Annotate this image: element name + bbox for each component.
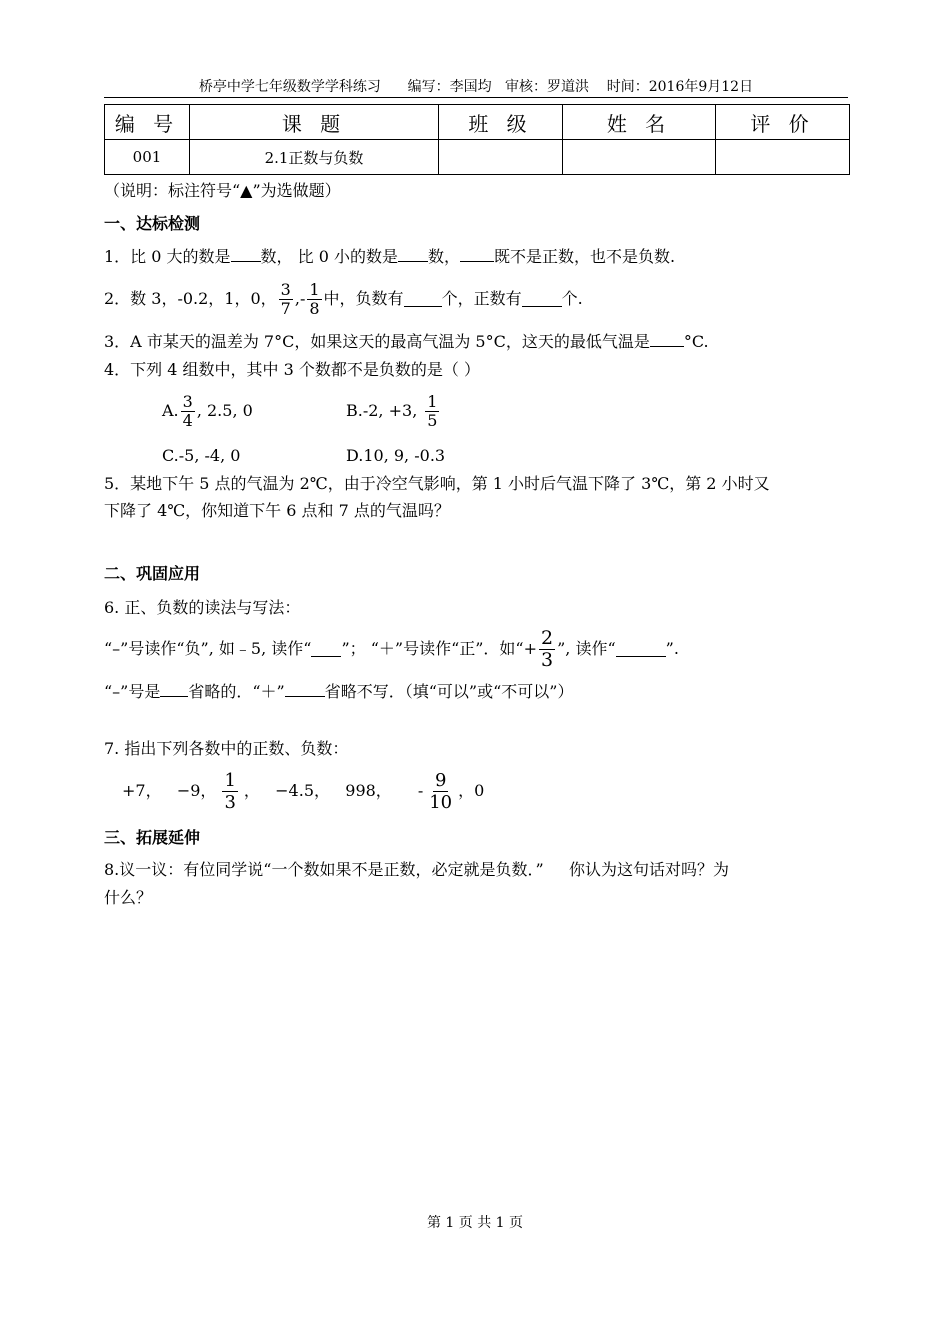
answer-blank[interactable] [311, 642, 341, 657]
answer-blank[interactable] [650, 332, 684, 347]
question-1: 1．比 0 大的数是 数， 比 0 小的数是 数， 既不是正数，也不是负数. [104, 247, 676, 266]
answer-blank[interactable] [231, 247, 261, 262]
section-3-title: 三、拓展延伸 [104, 828, 201, 847]
question-6-line-2: “–”号是 省略的．“＋” 省略不写．（填“可以”或“不可以”） [104, 682, 574, 701]
header-evaluation: 评 价 [716, 105, 850, 140]
cell-topic: 2.1正数与负数 [190, 140, 439, 175]
question-6-line-1: “–”号读作“负”, 如﹣5, 读作“ ”； “＋”号读作“正”．如“+ $\frac{2}{3}$ ”, 读作“ ”. [104, 626, 679, 671]
fraction: $\frac{1}{8}$ [309, 279, 320, 318]
page-header: 桥亭中学七年级数学学科练习 编写：李国均 审核：罗道洪 时间：2016年9月12日 [198, 79, 754, 95]
question-8-line-2: 什么？ [104, 888, 153, 907]
fraction: $\frac{9}{10}$ [429, 769, 453, 813]
fraction: $\frac{2}{3}$ [541, 626, 554, 671]
question-7-title: 7. 指出下列各数中的正数、负数： [104, 739, 349, 758]
question-5-line-1: 5．某地下午 5 点的气温为 2℃，由于冷空气影响，第 1 小时后气温下降了 3℃，第 2 小时又 [104, 474, 770, 493]
cell-class[interactable] [439, 140, 563, 175]
answer-blank[interactable] [285, 682, 325, 697]
note-text: （说明：标注符号“▲”为选做题） [104, 181, 341, 200]
section-2-title: 二、巩固应用 [104, 564, 201, 583]
header-class: 班 级 [439, 105, 563, 140]
answer-blank[interactable] [160, 682, 188, 697]
header-topic: 课 题 [190, 105, 439, 140]
info-table [104, 104, 850, 175]
cell-name[interactable] [563, 140, 716, 175]
cell-number: 001 [105, 140, 190, 175]
answer-blank[interactable] [616, 642, 666, 657]
question-7-numbers: +7， −9， $\frac{1}{3}$ ， −4.5， 998， - $\frac{9}{10}$ ，0 [122, 769, 485, 813]
question-6-title: 6. 正、负数的读法与写法： [104, 598, 301, 617]
question-3: 3．A 市某天的温差为 7°C，如果这天的最高气温为 5°C，这天的最低气温是 °C. [104, 332, 709, 351]
answer-blank[interactable] [460, 247, 494, 262]
option-a[interactable]: A. $\frac{3}{4}$ , 2.5, 0 [162, 391, 253, 430]
fraction: $\frac{3}{4}$ [182, 391, 193, 430]
cell-evaluation[interactable] [716, 140, 850, 175]
fraction: $\frac{1}{5}$ [427, 391, 438, 430]
option-c[interactable]: C.-5, -4, 0 [162, 446, 241, 465]
fraction: $\frac{3}{7}$ [280, 279, 291, 318]
header-number: 编 号 [105, 105, 190, 140]
section-1-title: 一、达标检测 [104, 214, 201, 233]
header-name: 姓 名 [563, 105, 716, 140]
answer-blank[interactable] [404, 292, 442, 307]
question-4-stem: 4．下列 4 组数中，其中 3 个数都不是负数的是（ ） [104, 360, 480, 379]
question-5-line-2: 下降了 4℃，你知道下午 6 点和 7 点的气温吗？ [104, 501, 450, 520]
question-2: 2．数 3，-0.2，1，0， $\frac{3}{7}$ ,- $\frac{1}{8}$ 中，负数有 个，正数有 个. [104, 279, 583, 318]
fraction: $\frac{1}{3}$ [224, 769, 236, 813]
page-footer: 第 1 页 共 1 页 [426, 1215, 524, 1231]
question-8-line-1: 8.议一议：有位同学说“一个数如果不是正数，必定就是负数．” 你认为这句话对吗？为 [104, 860, 730, 879]
answer-blank[interactable] [522, 292, 562, 307]
answer-blank[interactable] [398, 247, 428, 262]
option-b[interactable]: B.-2, +3, $\frac{1}{5}$ [346, 391, 438, 430]
header-rule [104, 97, 848, 98]
option-d[interactable]: D.10, 9, -0.3 [346, 446, 446, 465]
info-table-header-row [105, 105, 850, 140]
info-table-row [105, 140, 850, 175]
